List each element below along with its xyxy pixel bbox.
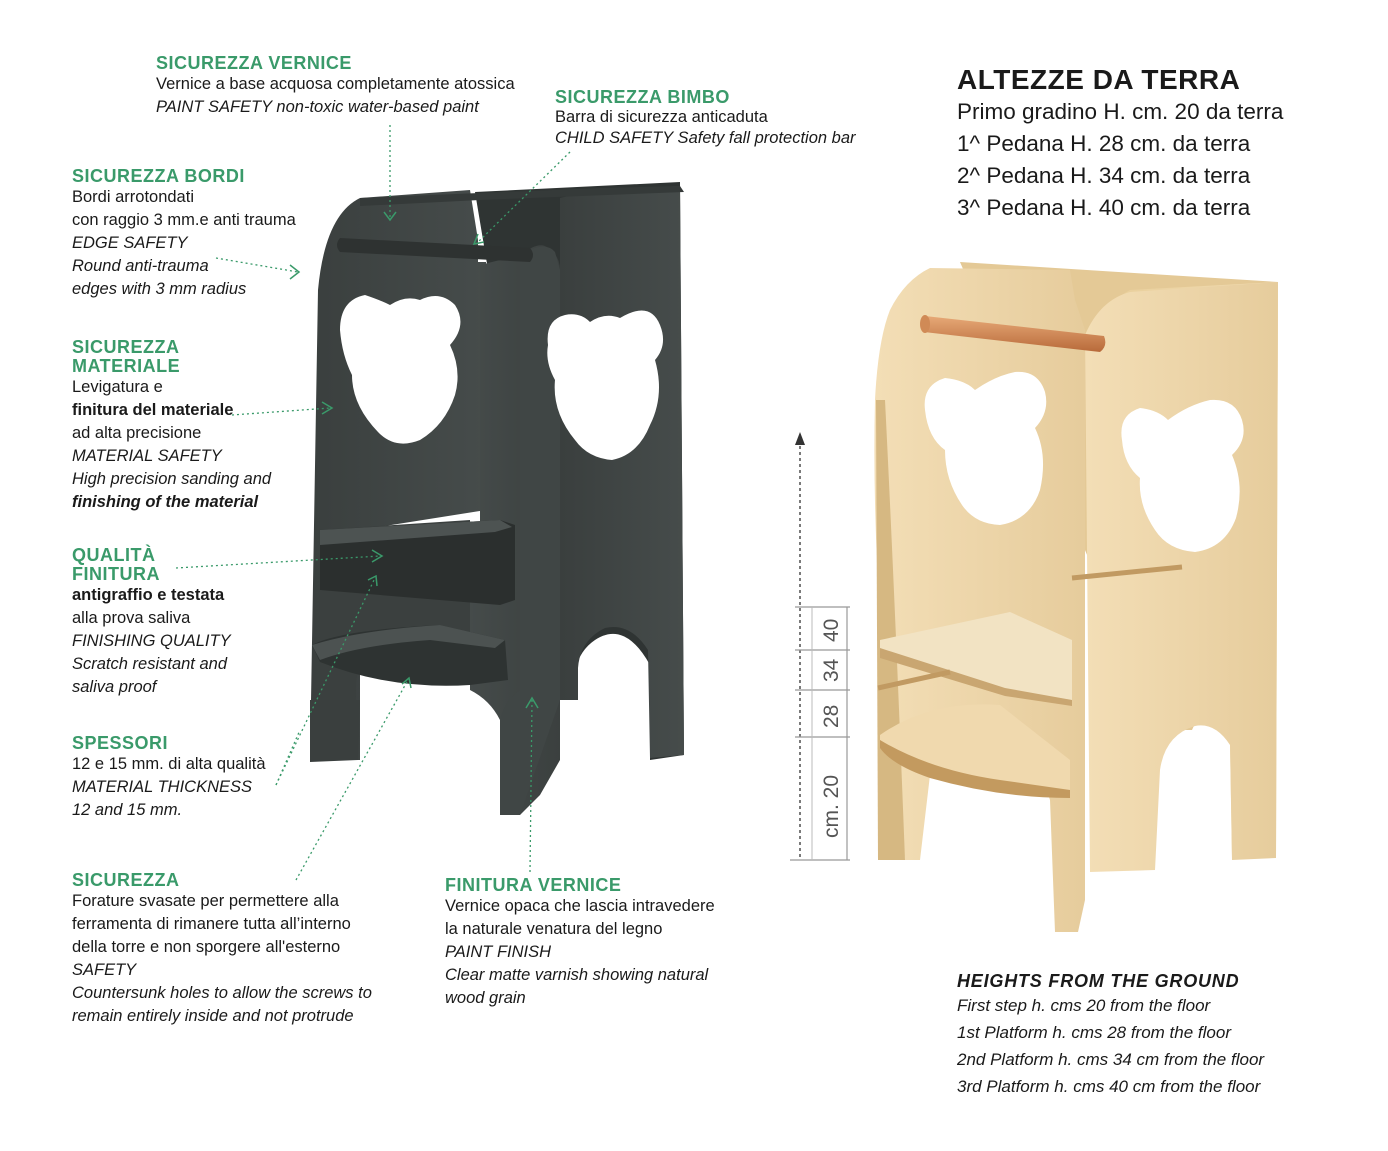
callout-title: SICUREZZA BORDI	[72, 166, 245, 186]
height-line-en: 3rd Platform h. cms 40 cm from the floor	[957, 1077, 1261, 1096]
callout-line: ferramenta di rimanere tutta all’interno	[72, 915, 351, 933]
callout-line: PAINT FINISH	[445, 943, 552, 961]
callout-line: ad alta precisione	[72, 424, 202, 442]
callout-line: EDGE SAFETY	[72, 234, 188, 252]
callout-line: Clear matte varnish showing natural	[445, 966, 709, 984]
callout-line: edges with 3 mm radius	[72, 280, 247, 298]
callout-line: Countersunk holes to allow the screws to	[72, 984, 372, 1002]
callout-sicurezza-bordi	[72, 167, 296, 301]
callout-finitura-vernice	[445, 876, 715, 1010]
dark-learning-tower	[310, 182, 684, 815]
callout-line: FINISHING QUALITY	[72, 632, 231, 650]
ruler-label-40: 40	[820, 618, 843, 642]
callout-sicurezza-bimbo	[555, 88, 856, 149]
callout-line: Levigatura e	[72, 378, 163, 396]
callout-title: SICUREZZA	[72, 870, 180, 890]
callout-title: MATERIALE	[72, 356, 181, 376]
callout-line: Vernice opaca che lascia intravedere	[445, 897, 715, 915]
callout-line: saliva proof	[72, 678, 157, 696]
height-line: 3^ Pedana H. 40 cm. da terra	[957, 195, 1251, 220]
callout-title: SICUREZZA BIMBO	[555, 87, 730, 107]
callout-line: Round anti-trauma	[72, 257, 209, 275]
height-line-en: 2nd Platform h. cms 34 cm from the floor	[957, 1050, 1265, 1069]
callout-line: Scratch resistant and	[72, 655, 227, 673]
callout-line: Vernice a base acquosa completamente atossica	[156, 75, 515, 93]
callout-line: Barra di sicurezza anticaduta	[555, 108, 768, 126]
callout-line: finishing of the material	[72, 493, 259, 511]
callout-title: FINITURA	[72, 564, 160, 584]
callout-line: remain entirely inside and not protrude	[72, 1007, 354, 1025]
callout-line: High precision sanding and	[72, 470, 272, 488]
callout-line: antigraffio e testata	[72, 586, 225, 604]
ruler-label-34: 34	[820, 658, 843, 682]
callout-line: SAFETY	[72, 961, 137, 979]
callout-title: SICUREZZA	[72, 337, 180, 357]
height-line-en: 1st Platform h. cms 28 from the floor	[957, 1023, 1231, 1042]
callout-line: wood grain	[445, 989, 526, 1007]
callout-line: PAINT SAFETY non-toxic water-based paint	[156, 98, 479, 116]
callout-sicurezza-materiale	[72, 338, 271, 514]
callout-line: Bordi arrotondati	[72, 188, 194, 206]
callout-sicurezza	[72, 871, 372, 1028]
callout-title: QUALITÀ	[72, 545, 156, 565]
callout-line: Forature svasate per permettere alla	[72, 892, 339, 910]
ruler-label-20: cm. 20	[820, 774, 843, 838]
callout-line: la naturale venatura del legno	[445, 920, 663, 938]
callout-title: SPESSORI	[72, 733, 169, 753]
height-ruler	[790, 432, 850, 860]
height-line: Primo gradino H. cm. 20 da terra	[957, 99, 1284, 124]
heights-panel-it	[957, 64, 1283, 224]
heights-title-en: HEIGHTS FROM THE GROUND	[957, 971, 1240, 991]
callout-line: con raggio 3 mm.e anti trauma	[72, 211, 296, 229]
callout-line: CHILD SAFETY Safety fall protection bar	[555, 129, 856, 147]
callout-line: alla prova saliva	[72, 609, 191, 627]
callout-line: della torre e non sporgere all'esterno	[72, 938, 341, 956]
heights-panel-en	[957, 971, 1264, 1100]
heights-title: ALTEZZE DA TERRA	[957, 64, 1241, 95]
callout-title: FINITURA VERNICE	[445, 875, 622, 895]
callout-line: 12 e 15 mm. di alta qualità	[72, 755, 266, 773]
callout-line: MATERIAL SAFETY	[72, 447, 222, 465]
ruler-label-28: 28	[820, 704, 843, 728]
callout-line: MATERIAL THICKNESS	[72, 778, 253, 796]
callout-qualita-finitura	[72, 546, 231, 699]
callout-line: finitura del materiale	[72, 401, 234, 419]
callout-line: 12 and 15 mm.	[72, 801, 183, 819]
natural-wood-learning-tower	[874, 262, 1278, 932]
callout-sicurezza-vernice	[156, 54, 515, 119]
callout-title: SICUREZZA VERNICE	[156, 53, 352, 73]
height-line: 2^ Pedana H. 34 cm. da terra	[957, 163, 1251, 188]
callout-spessori	[72, 734, 266, 822]
height-line: 1^ Pedana H. 28 cm. da terra	[957, 131, 1251, 156]
height-line-en: First step h. cms 20 from the floor	[957, 996, 1211, 1015]
